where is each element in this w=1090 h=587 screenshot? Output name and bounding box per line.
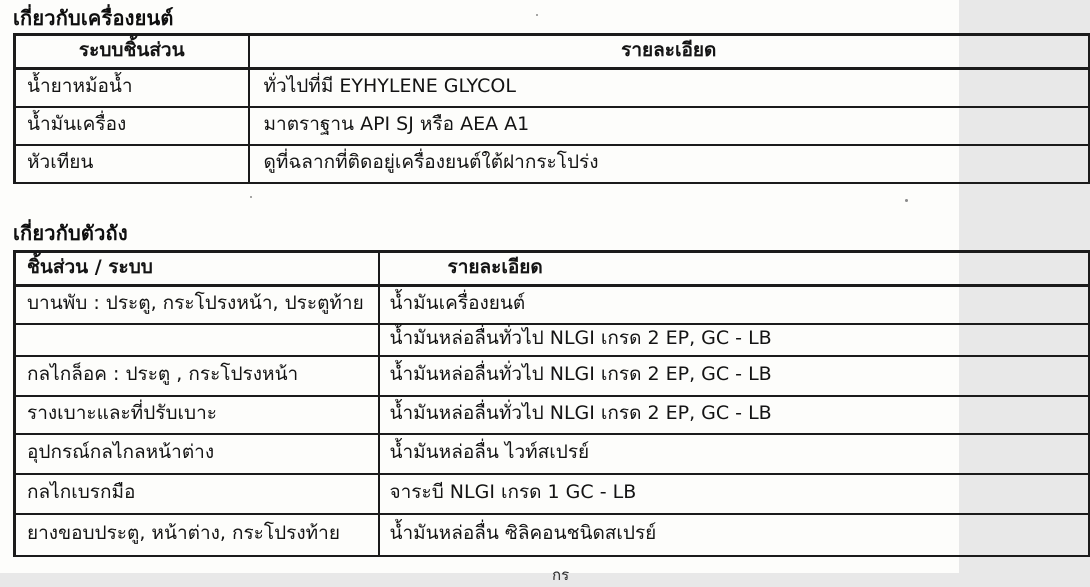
- page-number-partial: กร: [552, 566, 570, 584]
- body-row-window-part: อุปกรณ์กลไกลหน้าต่าง: [15, 434, 379, 474]
- scan-speck: [250, 196, 252, 198]
- body-row-handbrake-part: กลไกเบรกมือ: [15, 474, 379, 514]
- body-row-window-detail: น้ำมันหล่อลื่น ไวท์สเปรย์: [379, 434, 1090, 474]
- table-row: [15, 396, 1090, 434]
- table-row: [15, 514, 1090, 556]
- body-header-detail: รายละเอียด: [379, 252, 1090, 286]
- engine-row-sparkplug-part: หัวเทียน: [15, 145, 249, 183]
- table-row: [15, 69, 1090, 107]
- engine-header-detail: รายละเอียด: [249, 35, 1090, 69]
- body-row-locks-part: กลไกล็อค : ประตู , กระโปรงหน้า: [15, 356, 379, 396]
- table-row: [15, 356, 1090, 396]
- body-row-seatrail-part: รางเบาะและที่ปรับเบาะ: [15, 396, 379, 434]
- body-row-hinges-part: บานพับ : ประตู, กระโปรงหน้า, ประตูท้าย: [15, 286, 379, 324]
- body-row-seatrail-detail: น้ำมันหล่อลื่นทั่วไป NLGI เกรด 2 EP, GC - LB: [379, 396, 1090, 434]
- table-row: [15, 434, 1090, 474]
- engine-table-header-row: [15, 35, 1090, 69]
- engine-table: [13, 33, 1090, 184]
- engine-row-coolant-part: น้ำยาหม้อน้ำ: [15, 69, 249, 107]
- engine-row-coolant-detail: ทั่วไปที่มี EYHYLENE GLYCOL: [249, 69, 1090, 107]
- body-header-part: ชิ้นส่วน / ระบบ: [15, 252, 379, 286]
- body-row-locks-detail: น้ำมันหล่อลื่นทั่วไป NLGI เกรด 2 EP, GC - LB: [379, 356, 1090, 396]
- body-row-hinges-detail: น้ำมันเครื่องยนต์: [379, 286, 1090, 324]
- body-table: [13, 250, 1090, 557]
- engine-row-oil-detail: มาตราฐาน API SJ หรือ AEA A1: [249, 107, 1090, 145]
- section-title-body: เกี่ยวกับตัวถัง: [13, 221, 128, 245]
- body-row-doorseal-part: ยางขอบประตู, หน้าต่าง, กระโปรงท้าย: [15, 514, 379, 556]
- engine-row-oil-part: น้ำมันเครื่อง: [15, 107, 249, 145]
- body-row-doorseal-detail: น้ำมันหล่อลื่น ซิลิคอนชนิดสเปรย์: [379, 514, 1090, 556]
- body-row-blank-part: [15, 324, 379, 356]
- body-table-header-row: [15, 252, 1090, 286]
- table-row: [15, 286, 1090, 324]
- table-row: [15, 474, 1090, 514]
- body-row-blank-detail: น้ำมันหล่อลื่นทั่วไป NLGI เกรด 2 EP, GC - LB: [379, 324, 1090, 356]
- body-row-handbrake-detail: จาระบี NLGI เกรด 1 GC - LB: [379, 474, 1090, 514]
- scan-speck: [536, 14, 538, 16]
- engine-header-system: ระบบชิ้นส่วน: [15, 35, 249, 69]
- table-row: [15, 107, 1090, 145]
- table-row: [15, 324, 1090, 356]
- engine-row-sparkplug-detail: ดูที่ฉลากที่ติดอยู่เครื่องยนต์ใต้ฝากระโปร่ง: [249, 145, 1090, 183]
- scan-speck: [905, 199, 908, 202]
- section-title-engine: เกี่ยวกับเครื่องยนต์: [13, 6, 174, 30]
- table-row: [15, 145, 1090, 183]
